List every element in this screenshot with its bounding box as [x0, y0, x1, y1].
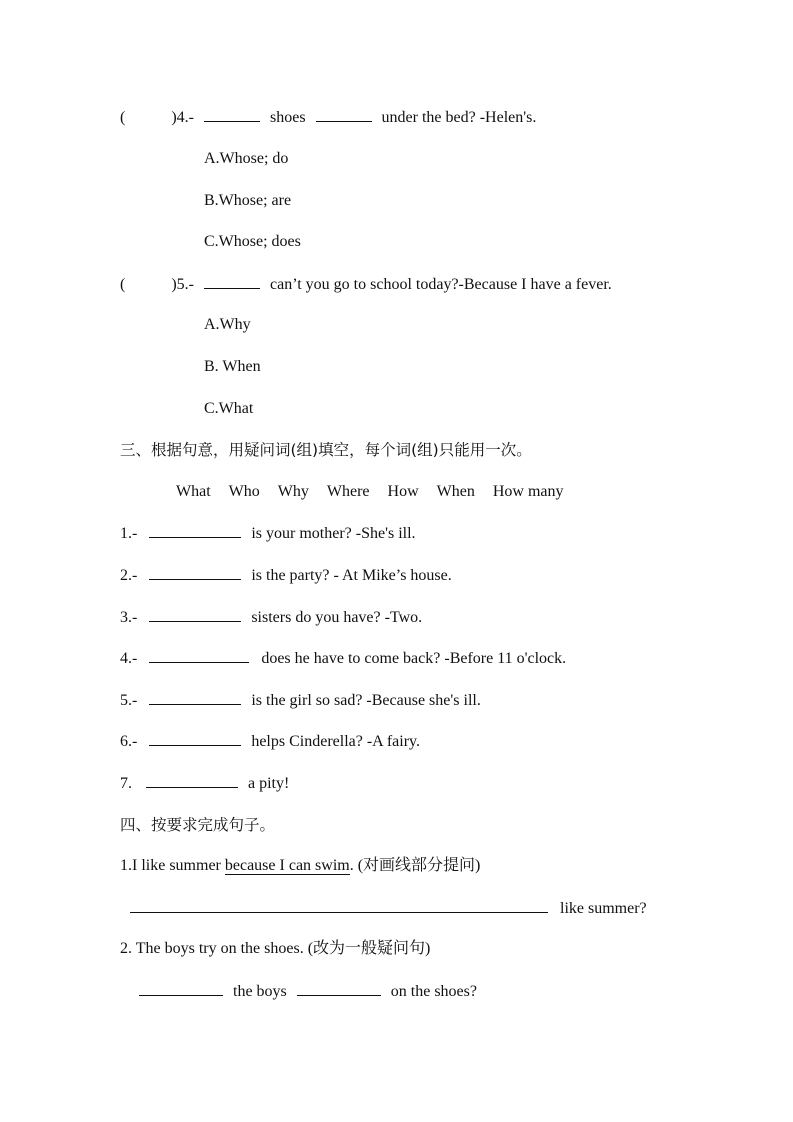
- item-number: 7.: [120, 775, 132, 792]
- fill-blank[interactable]: [149, 648, 249, 663]
- rewrite-item-2: 2. The boys try on the shoes. (改为一般疑问句): [120, 940, 431, 957]
- word-bank-item: Why: [277, 483, 309, 500]
- rewrite-item-1: [120, 856, 480, 876]
- answer-paren-open: (: [120, 109, 126, 126]
- answer-line-2: [139, 981, 477, 1001]
- item-number: 4.-: [120, 650, 138, 667]
- option-b: B. When: [204, 358, 261, 375]
- option-a: A.Whose; do: [204, 150, 289, 167]
- question-number: )5.-: [171, 276, 194, 293]
- fill-blank[interactable]: [149, 523, 241, 538]
- fill-blank[interactable]: [149, 731, 241, 746]
- question-number: )4.-: [171, 109, 194, 126]
- word-bank-item: Where: [326, 483, 370, 500]
- question-5: [120, 274, 612, 294]
- fill-blank[interactable]: [139, 981, 223, 996]
- item-number: 5.-: [120, 692, 138, 709]
- option-c: C.Whose; does: [204, 233, 301, 250]
- fill-item-2: [120, 565, 452, 585]
- item-text: is the girl so sad? -Because she's ill.: [251, 692, 481, 709]
- word-bank-item: How many: [492, 483, 564, 500]
- fill-blank[interactable]: [130, 898, 548, 913]
- fill-blank[interactable]: [204, 107, 260, 122]
- option-a: A.Why: [204, 316, 251, 333]
- fill-blank[interactable]: [316, 107, 372, 122]
- item-number: 3.-: [120, 609, 138, 626]
- word-bank-item: Who: [228, 483, 260, 500]
- question-text: can’t you go to school today?-Because I have a fever.: [269, 276, 612, 293]
- answer-line-1: [130, 898, 647, 918]
- question-4: [120, 107, 536, 127]
- fill-item-5: [120, 690, 481, 710]
- option-b: B.Whose; are: [204, 192, 292, 209]
- item-text: is your mother? -She's ill.: [251, 525, 416, 542]
- question-text: shoes: [269, 109, 306, 126]
- underlined-phrase: because I can swim: [224, 857, 350, 874]
- item-number: 2.-: [120, 567, 138, 584]
- item-text: a pity!: [248, 775, 290, 792]
- section-4-heading: 四、按要求完成句子。: [120, 816, 276, 834]
- word-bank: [176, 482, 563, 502]
- fill-blank[interactable]: [146, 773, 238, 788]
- word-bank-item: How: [387, 483, 419, 500]
- fill-blank[interactable]: [149, 565, 241, 580]
- item-number: 6.-: [120, 733, 138, 750]
- word-bank-item: What: [176, 483, 211, 500]
- word-bank-item: When: [436, 483, 475, 500]
- answer-paren-open: (: [120, 276, 126, 293]
- fill-item-4: [120, 648, 566, 668]
- fill-blank[interactable]: [297, 981, 381, 996]
- item-text: is the party? - At Mike’s house.: [251, 567, 452, 584]
- item-instruction: . (对画线部分提问): [349, 857, 481, 874]
- fill-item-6: [120, 731, 420, 751]
- fill-item-1: [120, 523, 416, 543]
- fill-item-3: [120, 607, 422, 627]
- fill-blank[interactable]: [204, 274, 260, 289]
- item-number: 1.-: [120, 525, 138, 542]
- section-3-heading: 三、根据句意，用疑问词(组)填空，每个词(组)只能用一次。: [120, 441, 532, 459]
- item-text: does he have to come back? -Before 11 o'clock.: [261, 650, 567, 667]
- option-c: C.What: [204, 400, 254, 417]
- answer-tail: on the shoes?: [390, 983, 477, 1000]
- item-text: 1.I like summer: [120, 857, 225, 874]
- question-text: under the bed? -Helen's.: [381, 109, 537, 126]
- answer-tail: like summer?: [560, 900, 647, 917]
- item-text: helps Cinderella? -A fairy.: [251, 733, 421, 750]
- item-text: sisters do you have? -Two.: [251, 609, 423, 626]
- fill-blank[interactable]: [149, 607, 241, 622]
- fill-item-7: [120, 773, 289, 793]
- fill-blank[interactable]: [149, 690, 241, 705]
- answer-text: the boys: [233, 983, 287, 1000]
